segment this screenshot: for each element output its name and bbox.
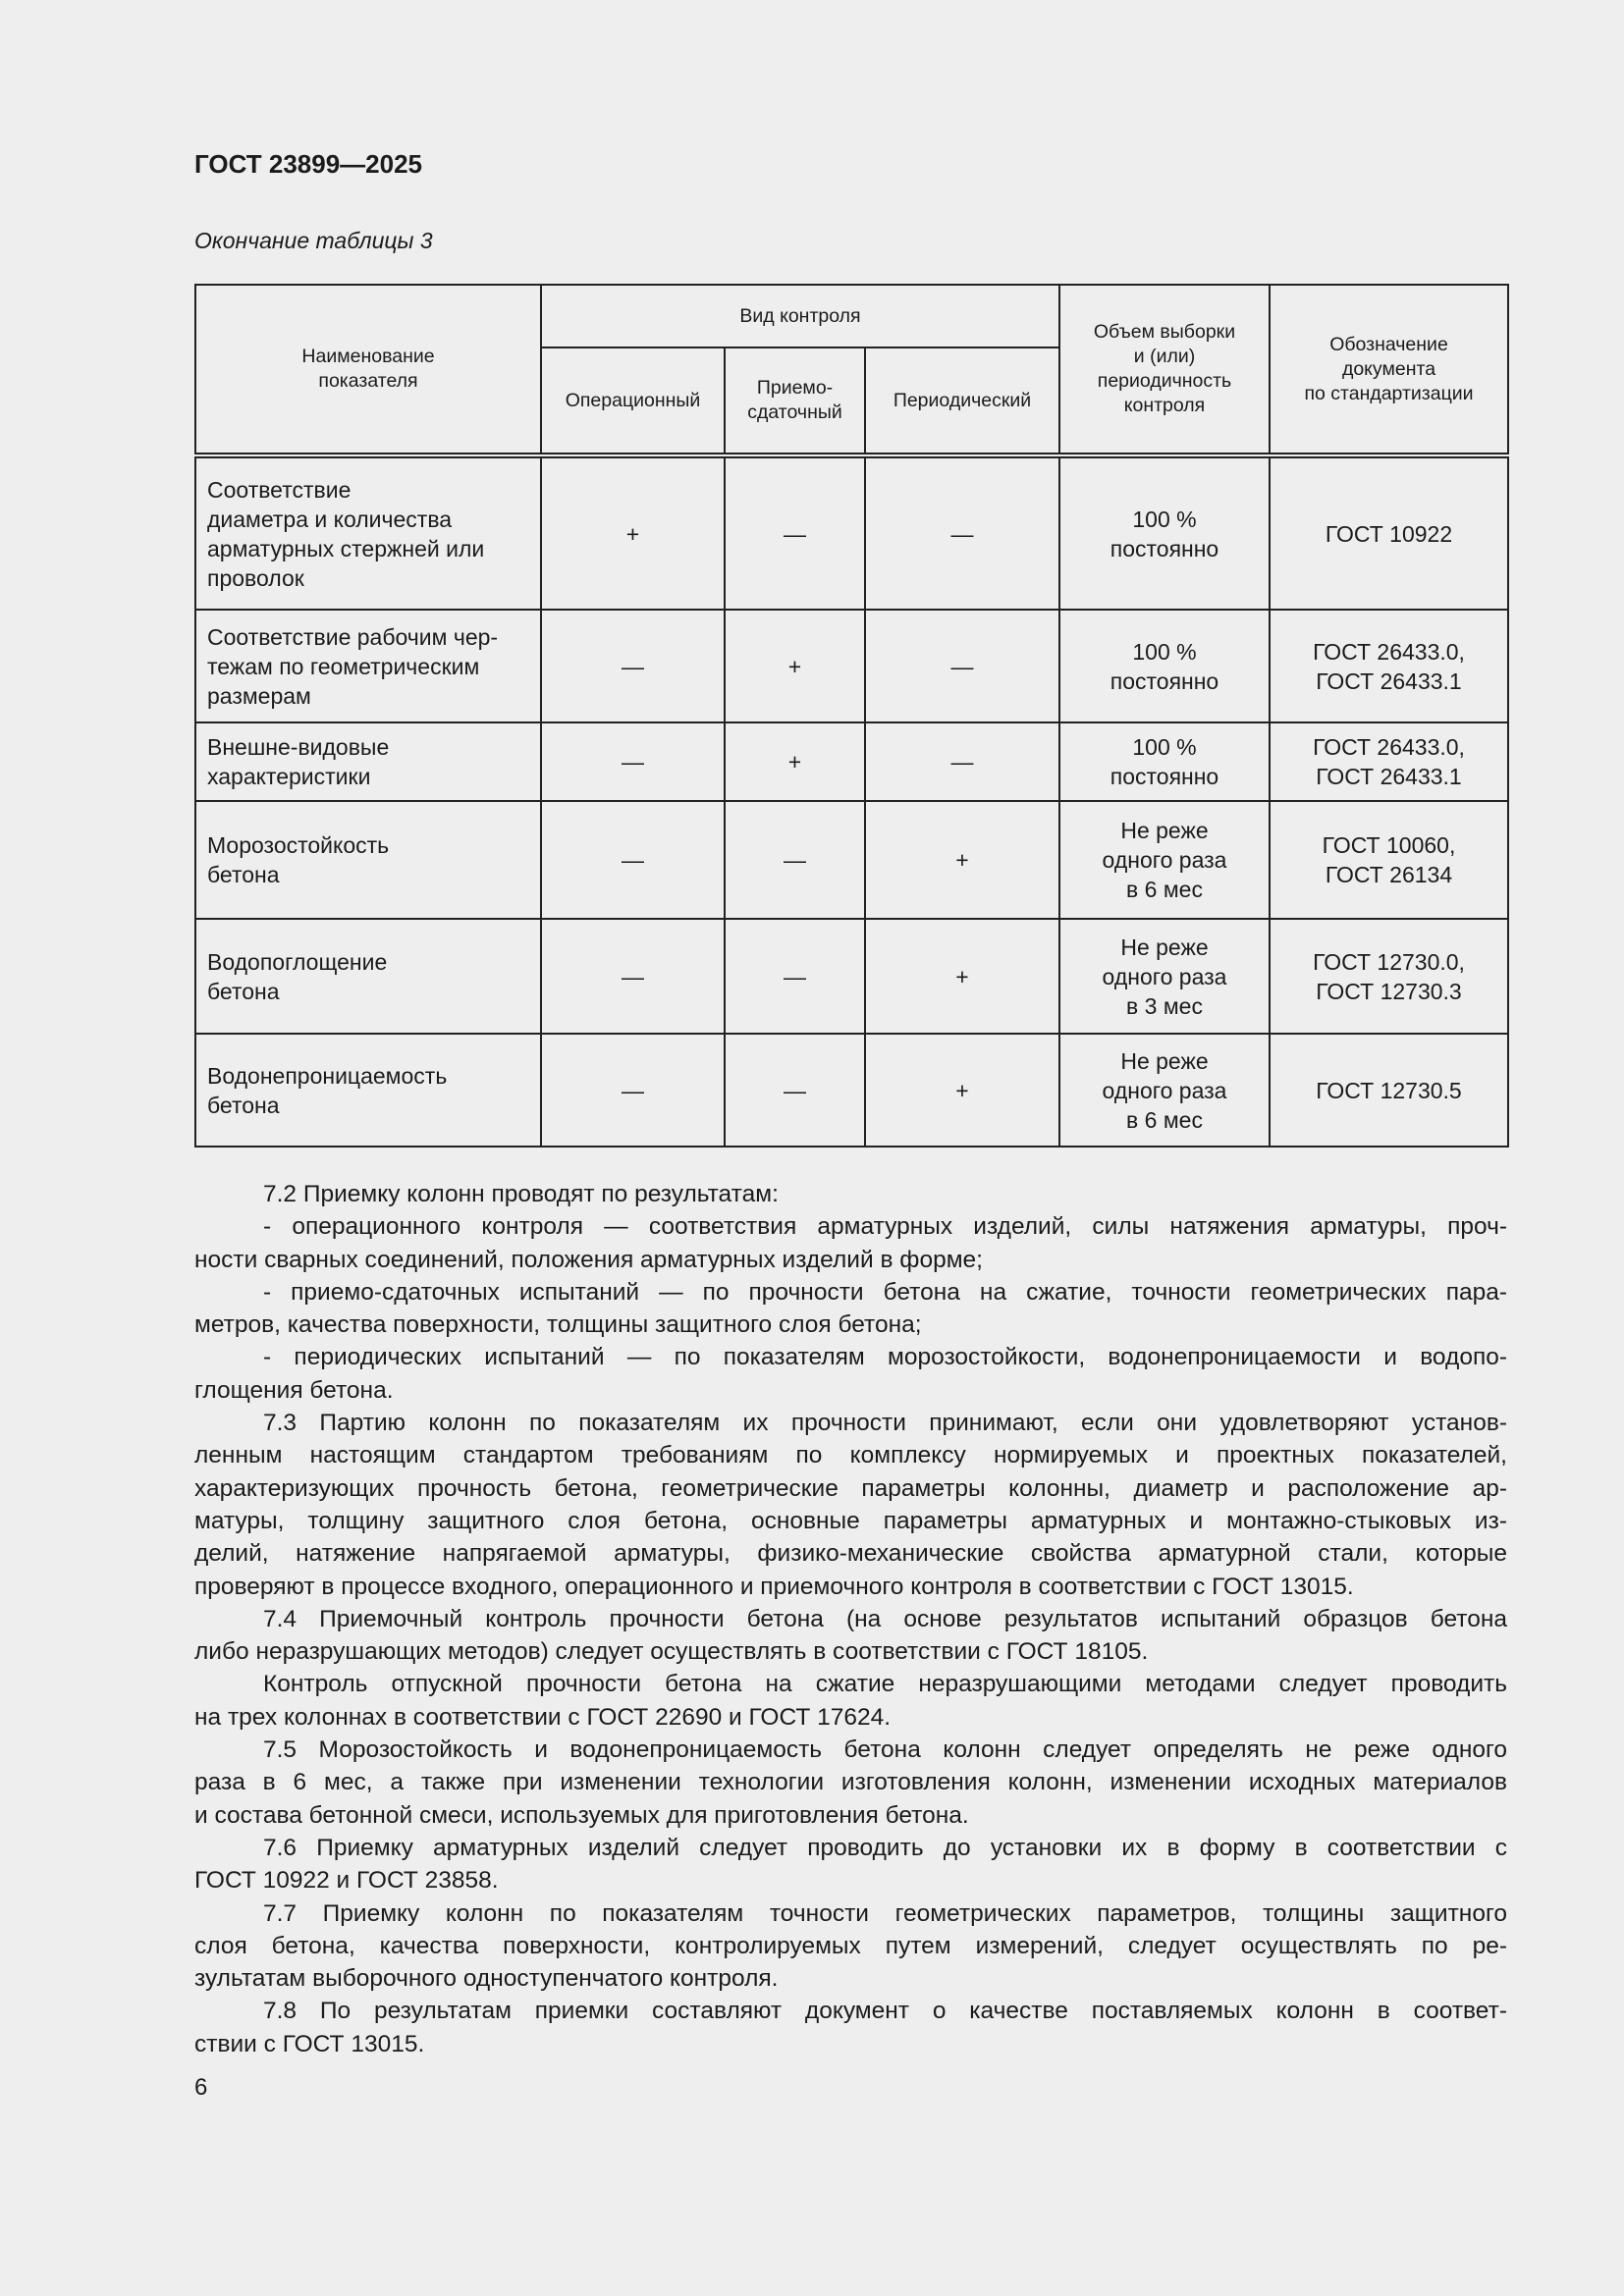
text-line: раза в 6 мес, а также при изменении технологии изготовления колонн, изменении исходных материалов	[194, 1769, 1507, 1796]
text-line: ленным настоящим стандартом требованиям по комплексу нормируемых и проектных показателей,	[194, 1442, 1507, 1469]
text-line: 7.7 Приемку колонн по показателям точности геометрических параметров, толщины защитного	[263, 1899, 1507, 1927]
text-line: 7.2 Приемку колонн проводят по результатам:	[263, 1181, 779, 1207]
operational-cell: —	[541, 1034, 725, 1147]
paragraph	[194, 1178, 1507, 1210]
table-row	[195, 455, 1508, 610]
acceptance-cell: —	[725, 455, 865, 610]
operational-cell: —	[541, 610, 725, 722]
sample-cell: 100 % постоянно	[1059, 455, 1270, 610]
header-indicator: Наименование показателя	[195, 285, 541, 455]
indicator-cell: Соответствие рабочим чер- тежам по геометрическим размерам	[195, 610, 541, 722]
text-line: 7.4 Приемочный контроль прочности бетона (на основе результатов испытаний образцов бетона	[263, 1605, 1507, 1632]
sample-cell: Не реже одного раза в 6 мес	[1059, 1034, 1270, 1147]
standard-cell: ГОСТ 10060, ГОСТ 26134	[1270, 801, 1508, 919]
acceptance-cell: +	[725, 722, 865, 801]
paragraph	[194, 1407, 1507, 1603]
acceptance-cell: —	[725, 919, 865, 1034]
body-text	[194, 1178, 1507, 2060]
paragraph	[194, 1276, 1507, 1342]
text-line: 7.8 По результатам приемки составляют документ о качестве поставляемых колонн в соответ-	[263, 1998, 1507, 2025]
paragraph	[194, 1897, 1507, 1996]
header-operational: Операционный	[541, 347, 725, 455]
text-line: зультатам выборочного одноступенчатого контроля.	[194, 1965, 779, 1993]
acceptance-cell: +	[725, 610, 865, 722]
indicator-cell: Водонепроницаемость бетона	[195, 1034, 541, 1147]
paragraph	[194, 1995, 1507, 2060]
table-caption: Окончание таблицы 3	[194, 228, 433, 253]
operational-cell: —	[541, 722, 725, 801]
table-row	[195, 919, 1508, 1034]
indicator-cell: Водопоглощение бетона	[195, 919, 541, 1034]
header-row	[195, 285, 1508, 347]
paragraph	[194, 1210, 1507, 1276]
text-line: ствии с ГОСТ 13015.	[194, 2030, 425, 2057]
text-line: на трех колоннах в соответствии с ГОСТ 22690 и ГОСТ 17624.	[194, 1703, 892, 1731]
sample-cell: 100 % постоянно	[1059, 610, 1270, 722]
text-line: 7.3 Партию колонн по показателям их прочности принимают, если они удовлетворяют установ-	[263, 1410, 1507, 1437]
header-acceptance: Приемо- сдаточный	[725, 347, 865, 455]
indicator-cell: Внешне-видовые характеристики	[195, 722, 541, 801]
acceptance-cell: —	[725, 801, 865, 919]
text-line: 7.6 Приемку арматурных изделий следует проводить до установки их в форму в соответствии с	[263, 1834, 1507, 1861]
header-periodic: Периодический	[865, 347, 1059, 455]
text-line: 7.5 Морозостойкость и водонепроницаемость бетона колонн следует определять не реже одного	[263, 1736, 1507, 1764]
text-line: либо неразрушающих методов) следует осуществлять в соответствии с ГОСТ 18105.	[194, 1638, 1149, 1666]
standard-cell: ГОСТ 26433.0, ГОСТ 26433.1	[1270, 722, 1508, 801]
periodic-cell: —	[865, 455, 1059, 610]
text-line: - приемо-сдаточных испытаний — по прочности бетона на сжатие, точности геометрических пара-	[263, 1278, 1507, 1306]
sample-cell: Не реже одного раза в 3 мес	[1059, 919, 1270, 1034]
table-row	[195, 1034, 1508, 1147]
sample-cell: Не реже одного раза в 6 мес	[1059, 801, 1270, 919]
sample-cell: 100 % постоянно	[1059, 722, 1270, 801]
periodic-cell: +	[865, 1034, 1059, 1147]
header-control-type: Вид контроля	[541, 285, 1059, 347]
table-row	[195, 722, 1508, 801]
text-line: метров, качества поверхности, толщины защитного слоя бетона;	[194, 1311, 922, 1339]
operational-cell: +	[541, 455, 725, 610]
text-line: и состава бетонной смеси, используемых для приготовления бетона.	[194, 1801, 969, 1829]
document-header: ГОСТ 23899—2025	[194, 149, 422, 179]
paragraph	[194, 1668, 1507, 1734]
text-line: глощения бетона.	[194, 1376, 394, 1404]
header-sample: Объем выборки и (или) периодичность контроля	[1059, 285, 1270, 455]
text-line: - периодических испытаний — по показателям морозостойкости, водонепроницаемости и водопо-	[263, 1344, 1507, 1371]
table-row	[195, 610, 1508, 722]
paragraph	[194, 1734, 1507, 1832]
requirements-table	[194, 284, 1509, 1148]
text-line: матуры, толщину защитного слоя бетона, основные параметры арматурных и монтажно-стыковых из-	[194, 1507, 1507, 1534]
operational-cell: —	[541, 919, 725, 1034]
periodic-cell: +	[865, 919, 1059, 1034]
periodic-cell: —	[865, 610, 1059, 722]
standard-cell: ГОСТ 26433.0, ГОСТ 26433.1	[1270, 610, 1508, 722]
indicator-cell: Морозостойкость бетона	[195, 801, 541, 919]
text-line: характеризующих прочность бетона, геометрические параметры колонны, диаметр и расположение ар-	[194, 1474, 1507, 1502]
text-line: - операционного контроля — соответствия арматурных изделий, силы натяжения арматуры, проч-	[263, 1213, 1507, 1241]
text-line: делий, натяжение напрягаемой арматуры, физико-механические свойства арматурной стали, которые	[194, 1540, 1507, 1568]
indicator-cell: Соответствие диаметра и количества арматурных стержней или проволок	[195, 455, 541, 610]
paragraph	[194, 1603, 1507, 1669]
standard-cell: ГОСТ 12730.5	[1270, 1034, 1508, 1147]
text-line: ГОСТ 10922 и ГОСТ 23858.	[194, 1867, 499, 1895]
periodic-cell: —	[865, 722, 1059, 801]
table-row	[195, 801, 1508, 919]
text-line: слоя бетона, качества поверхности, контролируемых путем измерений, следует осуществлять по ре-	[194, 1932, 1507, 1959]
acceptance-cell: —	[725, 1034, 865, 1147]
text-line: Контроль отпускной прочности бетона на сжатие неразрушающими методами следует проводить	[263, 1671, 1507, 1698]
standard-cell: ГОСТ 10922	[1270, 455, 1508, 610]
paragraph	[194, 1832, 1507, 1897]
text-line: ности сварных соединений, положения арматурных изделий в форме;	[194, 1246, 983, 1273]
periodic-cell: +	[865, 801, 1059, 919]
header-standard: Обозначение документа по стандартизации	[1270, 285, 1508, 455]
operational-cell: —	[541, 801, 725, 919]
paragraph	[194, 1341, 1507, 1407]
page-number: 6	[194, 2074, 208, 2101]
standard-cell: ГОСТ 12730.0, ГОСТ 12730.3	[1270, 919, 1508, 1034]
text-line: проверяют в процессе входного, операционного и приемочного контроля в соответствии с ГОСТ 13015.	[194, 1573, 1354, 1600]
